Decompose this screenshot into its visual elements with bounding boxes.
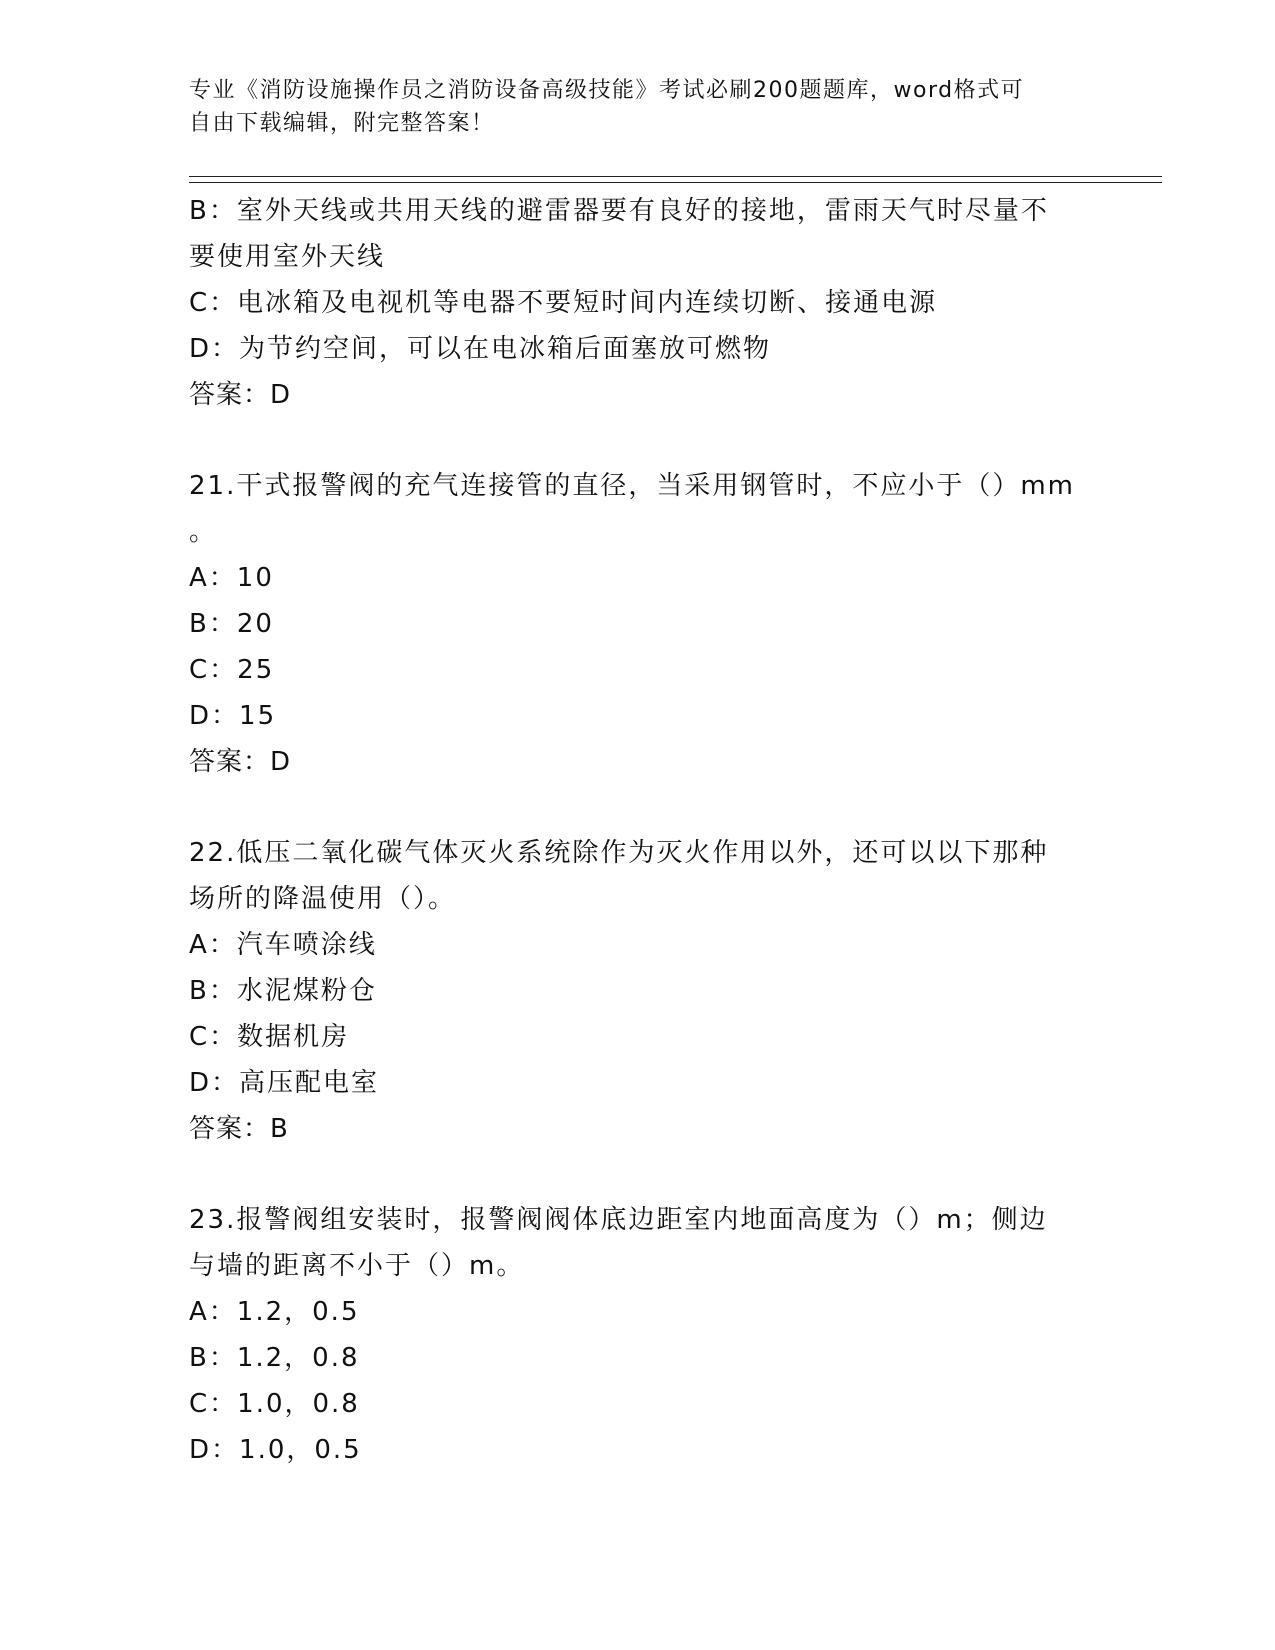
question-stem-line-1: 21.干式报警阀的充气连接管的直径，当采用钢管时，不应小于（）mm [189, 471, 1076, 501]
option-b-line-1: B：室外天线或共用天线的避雷器要有良好的接地，雷雨天气时尽量不 [189, 196, 1049, 226]
option-a: A：汽车喷涂线 [189, 930, 377, 960]
option-d: D：为节约空间，可以在电冰箱后面塞放可燃物 [189, 334, 772, 364]
option-a: A：10 [189, 563, 274, 593]
prev-question-block [189, 188, 1089, 418]
question-content [189, 188, 1089, 1473]
option-b: B：1.2，0.8 [189, 1343, 360, 1373]
option-c: C：数据机房 [189, 1022, 350, 1052]
question-stem-line-2: 。 [189, 517, 218, 547]
question-23 [189, 1197, 1089, 1473]
header-line-2: 自由下载编辑，附完整答案！ [189, 111, 495, 136]
header-rule-bottom [189, 182, 1162, 183]
question-stem-line-1: 23.报警阀组安装时，报警阀阀体底边距室内地面高度为（）m；侧边 [189, 1205, 1048, 1235]
question-stem-line-1: 22.低压二氧化碳气体灭火系统除作为灭火作用以外，还可以以下那种 [189, 838, 1049, 868]
option-d: D：高压配电室 [189, 1068, 380, 1098]
question-stem-line-2: 与墙的距离不小于（）m。 [189, 1251, 525, 1281]
question-stem-line-2: 场所的降温使用（）。 [189, 884, 457, 914]
answer: 答案：D [189, 380, 292, 410]
answer: 答案：D [189, 747, 292, 777]
option-a: A：1.2，0.5 [189, 1297, 360, 1327]
option-b: B：20 [189, 609, 274, 639]
option-b-line-2: 要使用室外天线 [189, 242, 386, 272]
header-rule-top [189, 176, 1162, 177]
answer: 答案：B [189, 1114, 289, 1144]
option-c: C：25 [189, 655, 275, 685]
header-line-1: 专业《消防设施操作员之消防设备高级技能》考试必刷200题题库，word格式可 [189, 78, 1025, 103]
option-c: C：1.0，0.8 [189, 1389, 360, 1419]
question-21 [189, 463, 1089, 785]
option-c: C：电冰箱及电视机等电器不要短时间内连续切断、接通电源 [189, 288, 938, 318]
document-header [189, 74, 1089, 140]
option-d: D：15 [189, 701, 277, 731]
option-d: D：1.0，0.5 [189, 1435, 362, 1465]
question-22 [189, 830, 1089, 1152]
option-b: B：水泥煤粉仓 [189, 976, 377, 1006]
